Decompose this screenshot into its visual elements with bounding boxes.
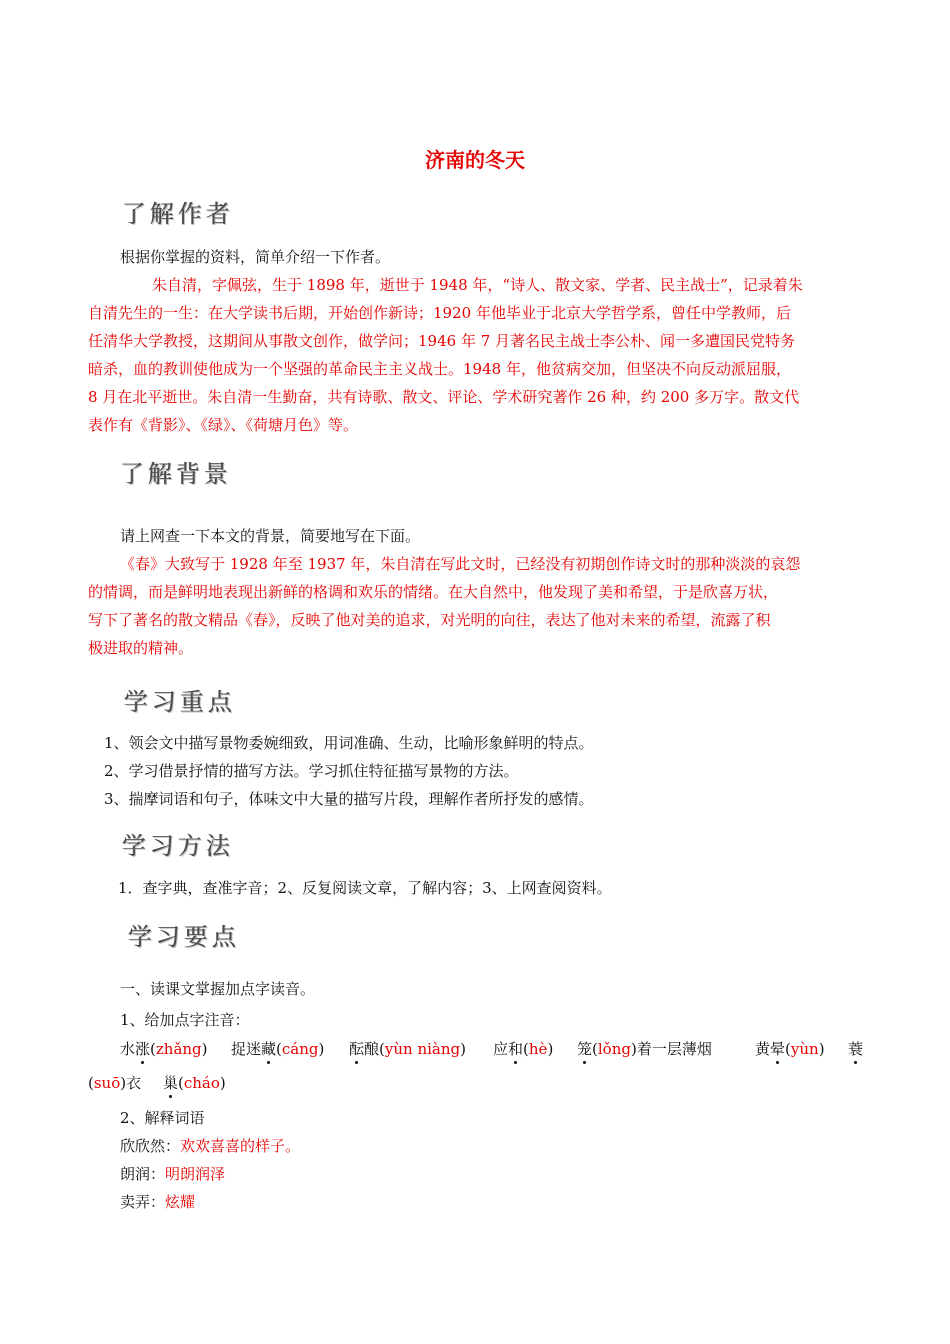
background-line-1: 《春》大致写于 1928 年至 1937 年，朱自清在写此文时，已经没有初期创作诗文时的那种淡淡的哀怨 (120, 555, 801, 573)
dotted-char: 藏 (261, 1040, 277, 1058)
author-line-6: 表作有《背影》、《绿》、《荷塘月色》等。 (88, 416, 359, 434)
pinyin: hè (528, 1040, 548, 1058)
word-item-1: 水涨(zhǎng) (120, 1040, 208, 1058)
focus-item-3: 3、揣摩词语和句子，体味文中大量的描写片段，理解作者所抒发的感情。 (104, 790, 594, 808)
method-text: 1．查字典，查准字音；2、反复阅读文章，了解内容；3、上网查阅资料。 (118, 879, 612, 897)
dotted-char: 酝 (349, 1040, 365, 1058)
author-line-2: 自清先生的一生：在大学读书后期，开始创作新诗；1920 年他毕业于北京大学哲学系，曾任中学教师，后 (88, 304, 791, 322)
dotted-char: 蓑 (848, 1040, 864, 1058)
definition-2 (120, 1164, 225, 1184)
word-item-7 (848, 1039, 863, 1059)
definition-meaning: 欢欢喜喜的样子。 (180, 1137, 301, 1155)
definition-term: 欣欣然： (120, 1137, 181, 1155)
definition-1 (120, 1136, 300, 1156)
word-item-4: 应和(hè) (493, 1040, 554, 1058)
author-line-1: 朱自清，字佩弦，生于 1898 年，逝世于 1948 年，“诗人、散文家、学者、民主战士”，记录着朱 (152, 276, 803, 294)
pinyin: lǒng (597, 1040, 631, 1058)
dotted-char: 和 (508, 1040, 524, 1058)
background-prompt: 请上网查一下本文的背景，简要地写在下面。 (120, 527, 421, 545)
pinyin: zhǎng (155, 1040, 202, 1058)
background-line-2: 的情调，而是鲜明地表现出新鲜的格调和欢乐的情绪。在大自然中，他发现了美和希望，于是欣喜万状， (88, 583, 779, 601)
points-part1: 一、读课文掌握加点字读音。 (120, 980, 316, 998)
author-prompt: 根据你掌握的资料，简单介绍一下作者。 (120, 248, 391, 266)
points-sub2: 2、解释词语 (120, 1109, 205, 1127)
heading-focus: 学习重点 (124, 688, 236, 716)
focus-item-2: 2、学习借景抒情的描写方法。学习抓住特征描写景物的方法。 (104, 762, 519, 780)
definition-term: 卖弄： (120, 1193, 166, 1211)
dotted-char: 涨 (135, 1040, 151, 1058)
heading-points: 学习要点 (128, 923, 240, 951)
author-line-5: 8 月在北平逝世。朱自清一生勤奋，共有诗歌、散文、评论、学术研究著作 26 种，约 200 多万字。散文代 (88, 388, 800, 406)
dotted-char: 晕 (770, 1040, 786, 1058)
author-line-3: 任清华大学教授，这期间从事散文创作，做学问；1946 年 7 月著名民主战士李公朴、闻一多遭国民党特务 (88, 332, 796, 350)
dotted-char: 巢 (163, 1074, 179, 1092)
pinyin: cháo (183, 1074, 220, 1092)
heading-author: 了解作者 (122, 200, 234, 228)
heading-method: 学习方法 (122, 832, 234, 860)
word-item-5: 笼(lǒng)着一层薄烟 (577, 1040, 712, 1058)
pinyin: yùn (790, 1040, 819, 1058)
definition-meaning: 炫耀 (165, 1193, 196, 1211)
heading-background: 了解背景 (120, 460, 232, 488)
word-item-6: 黄晕(yùn) (755, 1040, 825, 1058)
word-item-7-cont: (suō)衣 (88, 1074, 142, 1092)
word-item-3: 酝酿(yùn niàng) (349, 1040, 466, 1058)
word-item-8: 巢(cháo) (163, 1074, 226, 1092)
dotted-char: 笼 (577, 1040, 593, 1058)
pinyin: suō (93, 1074, 121, 1092)
background-line-4: 极进取的精神。 (88, 639, 194, 657)
focus-item-1: 1、领会文中描写景物委婉细致，用词准确、生动，比喻形象鲜明的特点。 (104, 734, 594, 752)
pinyin: cáng (281, 1040, 319, 1058)
word-item-2: 捉迷藏(cáng) (231, 1040, 325, 1058)
definition-meaning: 明朗润泽 (165, 1165, 226, 1183)
points-sub1: 1、给加点字注音： (120, 1011, 250, 1029)
author-line-4: 暗杀，血的教训使他成为一个坚强的革命民主主义战士。1948 年，他贫病交加，但坚决不向反动派屈服， (88, 360, 791, 378)
definition-3 (120, 1192, 195, 1212)
background-line-3: 写下了著名的散文精品《春》，反映了他对美的追求，对光明的向往，表达了他对未来的希望，流露了积 (88, 611, 771, 629)
definition-term: 朗润： (120, 1165, 166, 1183)
page-title: 济南的冬天 (425, 148, 525, 172)
pinyin: yùn niàng (384, 1040, 461, 1058)
